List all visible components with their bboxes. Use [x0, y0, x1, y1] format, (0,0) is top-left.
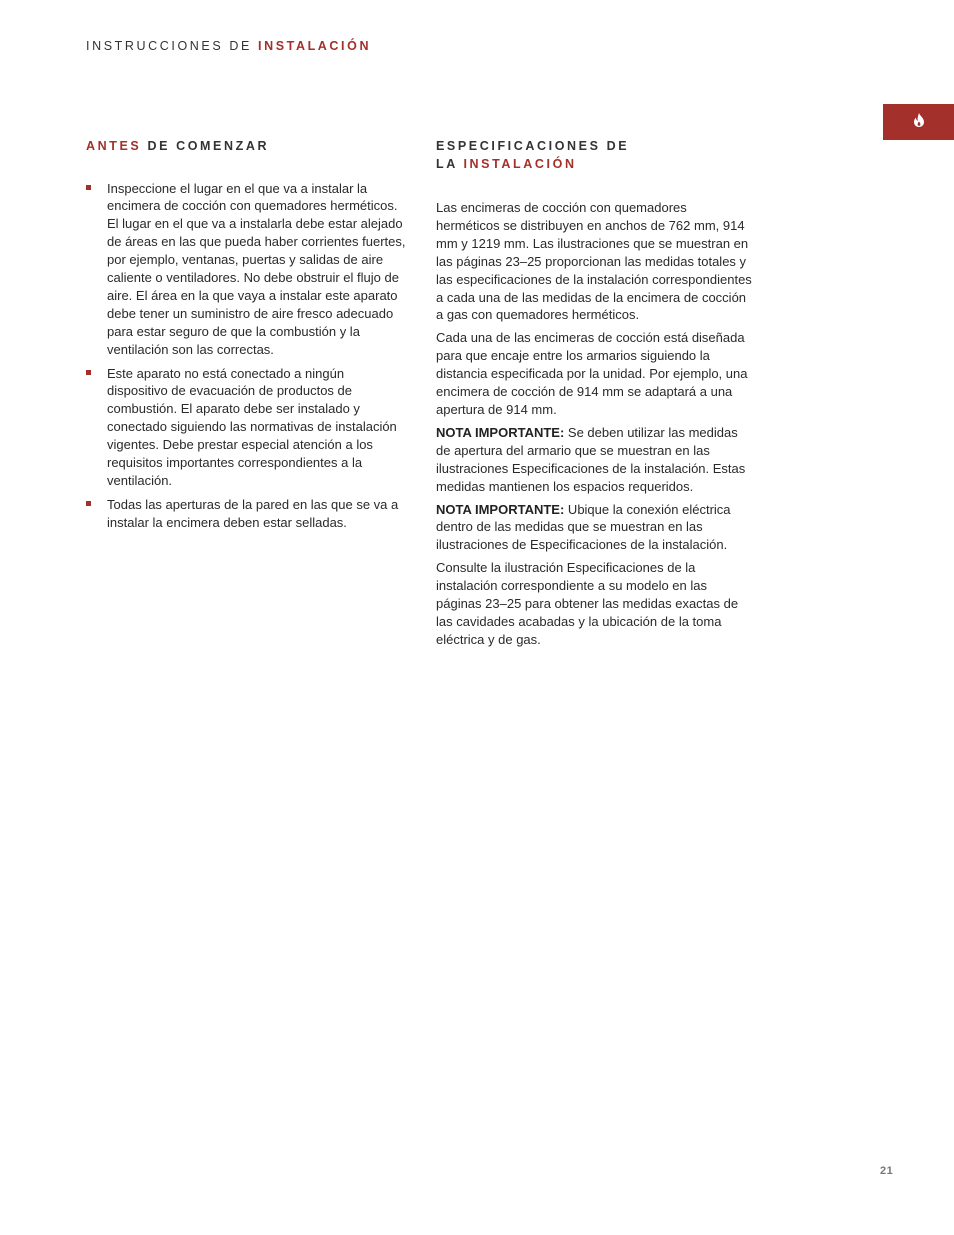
flame-icon	[913, 113, 925, 132]
bullet-square-icon	[86, 501, 91, 506]
paragraph-fit: Cada una de las encimeras de cocción está diseñada para que encaje entre los armarios siguiendo la distancia especificada por la unidad. Por ejemplo, una encimera de cocción de 914 mm se adaptará a una apertura de 914 mm.	[436, 330, 748, 417]
bullet-list	[86, 180, 406, 532]
list-item: Este aparato no está conectado a ningún dispositivo de evacuación de productos de combustión. El aparato debe ser instalado y conectado siguiendo las normativas de instalación vigentes. Debe prestar especial atención a los requisitos importantes correspondientes a la ventilación.	[86, 365, 406, 490]
header-accent: INSTALACIÓN	[258, 39, 372, 53]
note-cabinet-dimensions: NOTA IMPORTANTE: Se deben utilizar las medidas de apertura del armario que se muestran en las ilustraciones Especificaciones de la instalación. Estas medidas mantienen los espacios requeridos.	[436, 424, 746, 494]
section-title-installation-specs: ESPECIFICACIONES DE LA INSTALACIÓN	[436, 139, 630, 171]
header-prefix: INSTRUCCIONES DE	[86, 39, 258, 53]
running-header	[86, 39, 371, 53]
note-electrical-connection: NOTA IMPORTANTE: Ubique la conexión eléctrica dentro de las medidas que se muestran en las ilustraciones de Especificaciones de la instalación.	[436, 501, 731, 553]
paragraph-consult: Consulte la ilustración Especificaciones de la instalación correspondiente a su modelo en las páginas 23–25 para obtener las medidas exactas de las cavidades acabadas y la ubicación de la toma eléctrica y de gas.	[436, 560, 739, 647]
before-starting-section	[86, 138, 406, 538]
bullet-square-icon	[86, 185, 91, 190]
bullet-square-icon	[86, 370, 91, 375]
list-item: Todas las aperturas de la pared en las que se va a instalar la encimera deben estar selladas.	[86, 496, 406, 532]
paragraph-widths: Las encimeras de cocción con quemadores herméticos se distribuyen en anchos de 762 mm, 914 mm y 1219 mm. Las ilustraciones que se muestran en las páginas 23–25 proporcionan las medidas totales y las especificaciones de la instalación correspondientes a cada una de las medidas de la encimera de cocción a gas con quemadores herméticos.	[436, 200, 752, 323]
installation-specs-section	[436, 138, 752, 654]
section-tab	[883, 104, 954, 140]
section-title-before-starting: ANTES DE COMENZAR	[86, 139, 270, 153]
list-item: Inspeccione el lugar en el que va a instalar la encimera de cocción con quemadores herméticos. El lugar en el que va a instalarla debe estar alejado de áreas en las que pueda haber corrientes fuertes, por ejemplo, ventanas, puertas y salidas de aire caliente o ventiladores. No debe obstruir el flujo de aire. El área en la que vaya a instalar este aparato debe tener un suministro de aire fresco adecuado para estar seguro de que la combustión y la ventilación son las correctas.	[86, 180, 406, 359]
page-number: 21	[880, 1165, 894, 1177]
